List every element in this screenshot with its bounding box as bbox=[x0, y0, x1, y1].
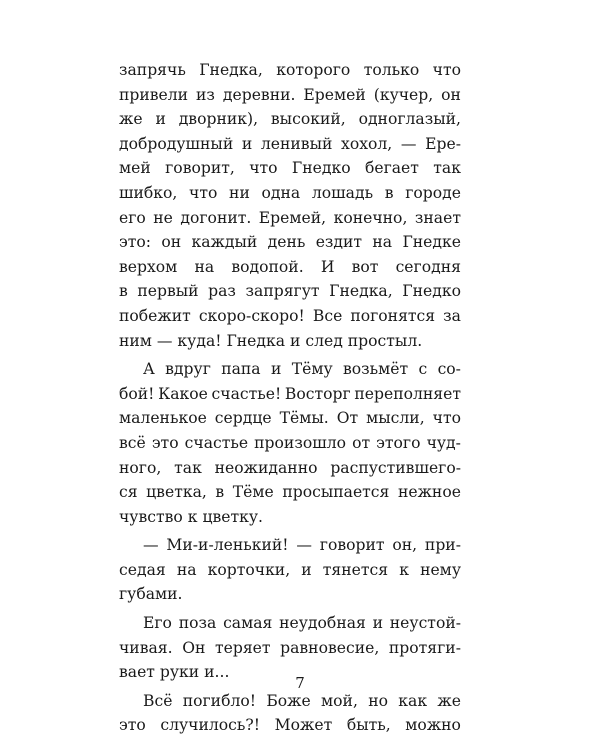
text-line: А вдруг папа и Тёму возьмёт с со- bbox=[143, 360, 461, 379]
paragraph bbox=[119, 689, 461, 738]
text-line: шибко, что ни одна лошадь в городе bbox=[119, 183, 461, 202]
text-line: седая на корточки, и тянется к нему bbox=[119, 560, 461, 579]
paragraph bbox=[119, 357, 461, 529]
text-line: ним — куда! Гнедка и след простыл. bbox=[119, 331, 423, 350]
text-line: же и дворник), высокий, одноглазый, bbox=[119, 110, 461, 129]
text-line: Его поза самая неудобная и неустой- bbox=[143, 614, 461, 633]
text-line: его не догонит. Еремей, конечно, знает bbox=[119, 208, 461, 227]
text-line: это: он каждый день ездит на Гнедке bbox=[119, 233, 461, 252]
text-line: это случилось?! Может быть, можно bbox=[119, 716, 461, 735]
text-line: запрячь Гнедка, которого только что bbox=[119, 61, 461, 79]
text-line: ся цветка, в Тёме просыпается нежное bbox=[119, 483, 461, 502]
text-line: Всё погибло! Боже мой, но как же bbox=[143, 691, 461, 710]
text-line: маленькое сердце Тёмы. От мысли, что bbox=[119, 409, 461, 428]
text-line: — Ми-и-ленький! — говорит он, при- bbox=[143, 536, 461, 555]
text-line: добродушный и ленивый хохол, — Ере- bbox=[119, 134, 461, 153]
text-line: мей говорит, что Гнедко бегает так bbox=[119, 159, 461, 178]
text-line: в первый раз запрягут Гнедка, Гнедко bbox=[119, 282, 461, 301]
text-line: вает руки и... bbox=[119, 663, 230, 682]
text-line: побежит скоро-скоро! Все погонятся за bbox=[119, 306, 461, 325]
text-line: привели из деревни. Еремей (кучер, он bbox=[119, 85, 461, 104]
text-line: губами. bbox=[119, 585, 183, 604]
text-line: верхом на водопой. И вот сегодня bbox=[119, 257, 461, 276]
body-text bbox=[119, 58, 461, 738]
text-line: ного, так неожиданно распустившего- bbox=[119, 458, 461, 477]
paragraph bbox=[119, 58, 461, 353]
page-number: 7 bbox=[295, 674, 305, 692]
text-line: бой! Какое счастье! Восторг переполняет bbox=[119, 384, 461, 403]
text-line: чивая. Он теряет равновесие, протяги- bbox=[119, 638, 461, 657]
text-line: чувство к цветку. bbox=[119, 507, 263, 526]
paragraph bbox=[119, 533, 461, 607]
text-line: всё это счастье произошло от этого чуд- bbox=[119, 433, 461, 452]
